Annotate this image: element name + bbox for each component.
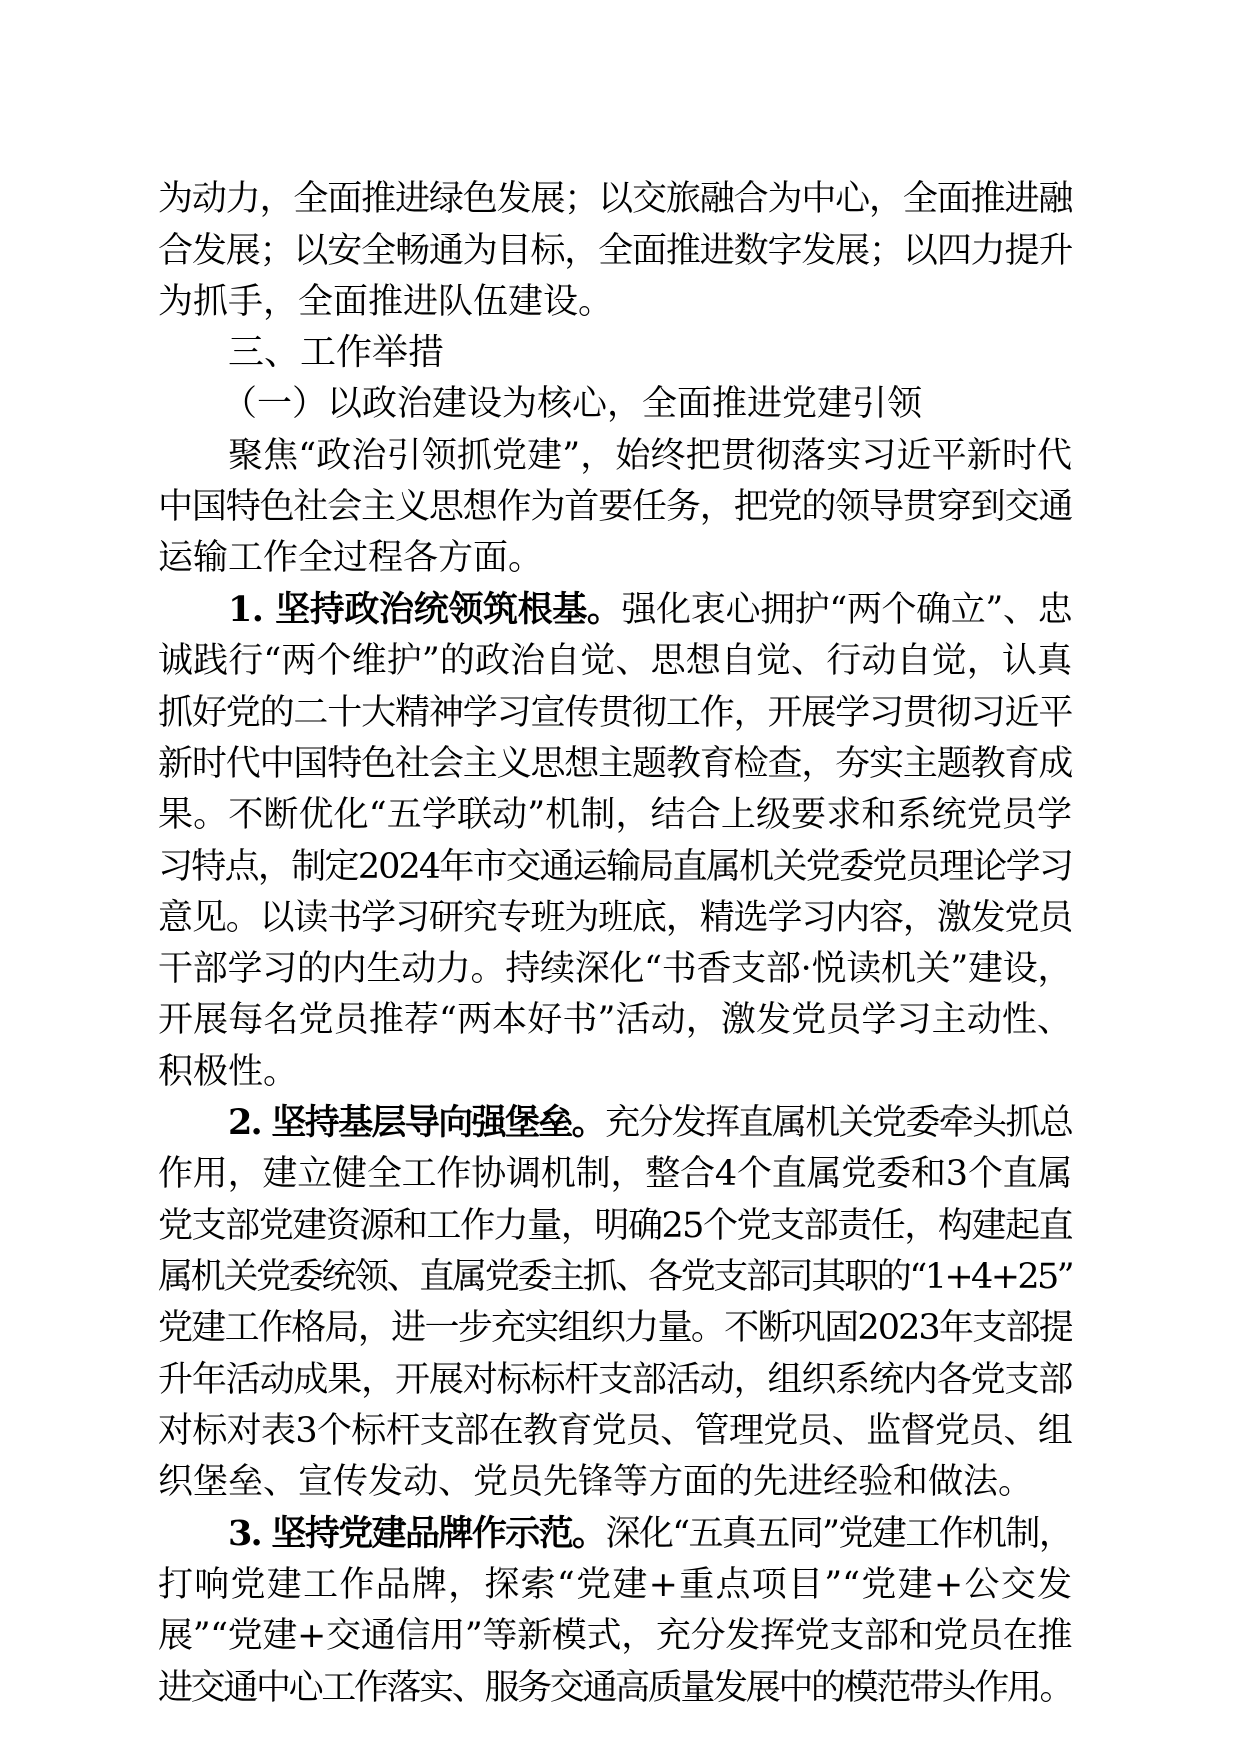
item1-line-3: 抓好党的二十大精神学习宣传贯彻工作，开展学习贯彻习近平 xyxy=(158,693,1072,733)
section-heading: 三、工作举措 xyxy=(228,332,445,373)
item3-line-2: 打响党建工作品牌，探索“党建+重点项目”“党建+公交发 xyxy=(158,1565,1072,1605)
item2-line-8: 织堡垒、宣传发动、党员先锋等方面的先进经验和做法。 xyxy=(158,1462,1034,1502)
item3-title: 3. 坚持党建品牌作示范。 xyxy=(228,1513,606,1554)
item1-title: 1. 坚持政治统领筑根基。 xyxy=(228,589,622,630)
subsection-heading: （一）以政治建设为核心，全面推进党建引领 xyxy=(222,384,923,424)
item2-first-line-rest: 充分发挥直属机关党委牵头抓总 xyxy=(605,1103,1072,1143)
item3-line-3: 展”“党建+交通信用”等新模式，充分发挥党支部和党员在推 xyxy=(158,1616,1072,1656)
focus-line-3: 运输工作全过程各方面。 xyxy=(158,538,544,578)
item2-line-3: 党支部党建资源和工作力量，明确25个党支部责任，构建起直 xyxy=(158,1206,1072,1246)
item2-title: 2. 坚持基层导向强堡垒。 xyxy=(228,1102,606,1143)
intro-line-2: 合发展；以安全畅通为目标，全面推进数字发展；以四力提升 xyxy=(158,231,1072,271)
item1-line-6: 习特点，制定2024年市交通运输局直属机关党委党员理论学习 xyxy=(158,847,1072,887)
item1-line-2: 诚践行“两个维护”的政治自觉、思想自觉、行动自觉，认真 xyxy=(158,641,1072,681)
item3-line-4: 进交通中心工作落实、服务交通高质量发展中的模范带头作用。 xyxy=(158,1668,1072,1708)
item3-first-line-rest: 深化“五真五同”党建工作机制， xyxy=(605,1514,1072,1554)
item1-first-line xyxy=(228,585,1072,635)
item1-line-8: 干部学习的内生动力。持续深化“书香支部·悦读机关”建设， xyxy=(158,949,1072,989)
item3-first-line xyxy=(228,1509,1072,1559)
item1-line-7: 意见。以读书学习研究专班为班底，精选学习内容，激发党员 xyxy=(158,898,1072,938)
focus-line-2: 中国特色社会主义思想作为首要任务，把党的领导贯穿到交通 xyxy=(158,487,1072,527)
item2-line-5: 党建工作格局，进一步充实组织力量。不断巩固2023年支部提 xyxy=(158,1308,1072,1348)
item2-first-line xyxy=(228,1098,1072,1148)
intro-line-3: 为抓手，全面推进队伍建设。 xyxy=(158,282,614,322)
item1-line-4: 新时代中国特色社会主义思想主题教育检查，夯实主题教育成 xyxy=(158,744,1072,784)
item1-first-line-rest: 强化衷心拥护“两个确立”、忠 xyxy=(621,590,1072,630)
focus-line-1: 聚焦“政治引领抓党建”，始终把贯彻落实习近平新时代 xyxy=(228,436,1072,476)
item1-line-9: 开展每名党员推荐“两本好书”活动，激发党员学习主动性、 xyxy=(158,1000,1072,1040)
item2-line-4: 属机关党委统领、直属党委主抓、各党支部司其职的“1+4+25” xyxy=(158,1257,1072,1297)
intro-line-1: 为动力，全面推进绿色发展；以交旅融合为中心，全面推进融 xyxy=(158,179,1072,219)
item2-line-7: 对标对表3个标杆支部在教育党员、管理党员、监督党员、组 xyxy=(158,1411,1072,1451)
item2-line-2: 作用，建立健全工作协调机制，整合4个直属党委和3个直属 xyxy=(158,1154,1072,1194)
item2-line-6: 升年活动成果，开展对标标杆支部活动，组织系统内各党支部 xyxy=(158,1360,1072,1400)
item1-line-5: 果。不断优化“五学联动”机制，结合上级要求和系统党员学 xyxy=(158,795,1072,835)
item1-line-10: 积极性。 xyxy=(158,1052,299,1092)
